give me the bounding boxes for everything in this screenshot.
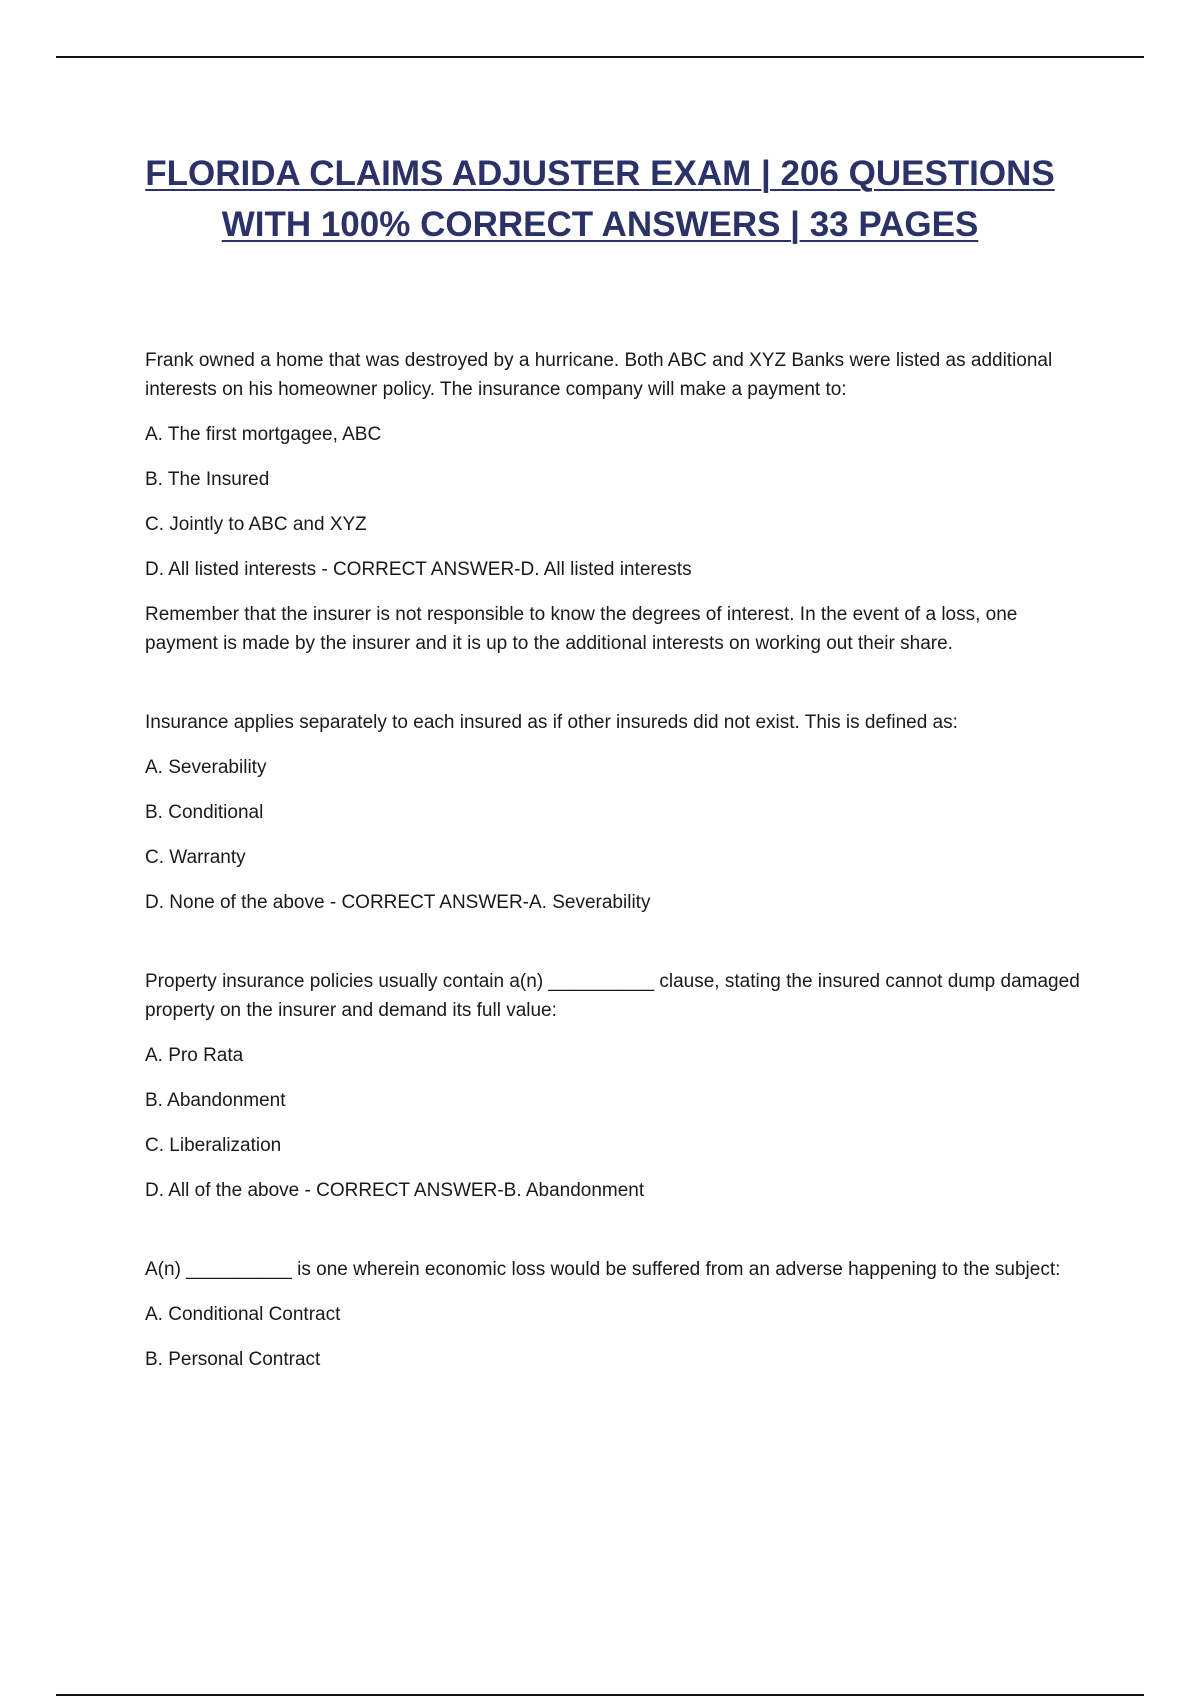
document-title (100, 148, 1100, 250)
answer-explanation: Remember that the insurer is not responsible to know the degrees of interest. In the event of a loss, one payment is made by the insurer and it is up to the additional interests on working out their share. (145, 604, 1018, 654)
top-rule (56, 56, 1144, 58)
question-text: Frank owned a home that was destroyed by a hurricane. Both ABC and XYZ Banks were listed as additional interests on his homeowner policy. The insurance company will make a payment to: (145, 350, 1053, 400)
option-c: C. Liberalization (145, 1135, 282, 1156)
question-2 (145, 708, 1095, 917)
bottom-rule (56, 1694, 1144, 1696)
option-d-with-answer: D. All listed interests - CORRECT ANSWER-D. All listed interests (145, 559, 692, 580)
question-3 (145, 967, 1095, 1205)
option-b: B. Personal Contract (145, 1349, 321, 1370)
option-c: C. Jointly to ABC and XYZ (145, 514, 367, 535)
option-b: B. The Insured (145, 469, 270, 490)
title-line-1: FLORIDA CLAIMS ADJUSTER EXAM | 206 QUESTIONS (145, 154, 1055, 193)
option-b: B. Conditional (145, 802, 264, 823)
title-line-2: WITH 100% CORRECT ANSWERS | 33 PAGES (221, 205, 979, 244)
question-1 (145, 346, 1095, 658)
option-c: C. Warranty (145, 847, 246, 868)
question-text: Insurance applies separately to each insured as if other insureds did not exist. This is defined as: (145, 712, 958, 733)
option-a: A. Conditional Contract (145, 1304, 341, 1325)
question-text: Property insurance policies usually contain a(n) __________ clause, stating the insured cannot dump damaged property on the insurer and demand its full value: (145, 971, 1080, 1021)
question-text: A(n) __________ is one wherein economic loss would be suffered from an adverse happening to the subject: (145, 1259, 1061, 1280)
question-4 (145, 1255, 1095, 1374)
option-a: A. Severability (145, 757, 267, 778)
option-d-with-answer: D. All of the above - CORRECT ANSWER-B. Abandonment (145, 1180, 645, 1201)
option-b: B. Abandonment (145, 1090, 286, 1111)
question-list (145, 346, 1095, 1390)
option-d-with-answer: D. None of the above - CORRECT ANSWER-A. Severability (145, 892, 651, 913)
option-a: A. The first mortgagee, ABC (145, 424, 382, 445)
option-a: A. Pro Rata (145, 1045, 244, 1066)
